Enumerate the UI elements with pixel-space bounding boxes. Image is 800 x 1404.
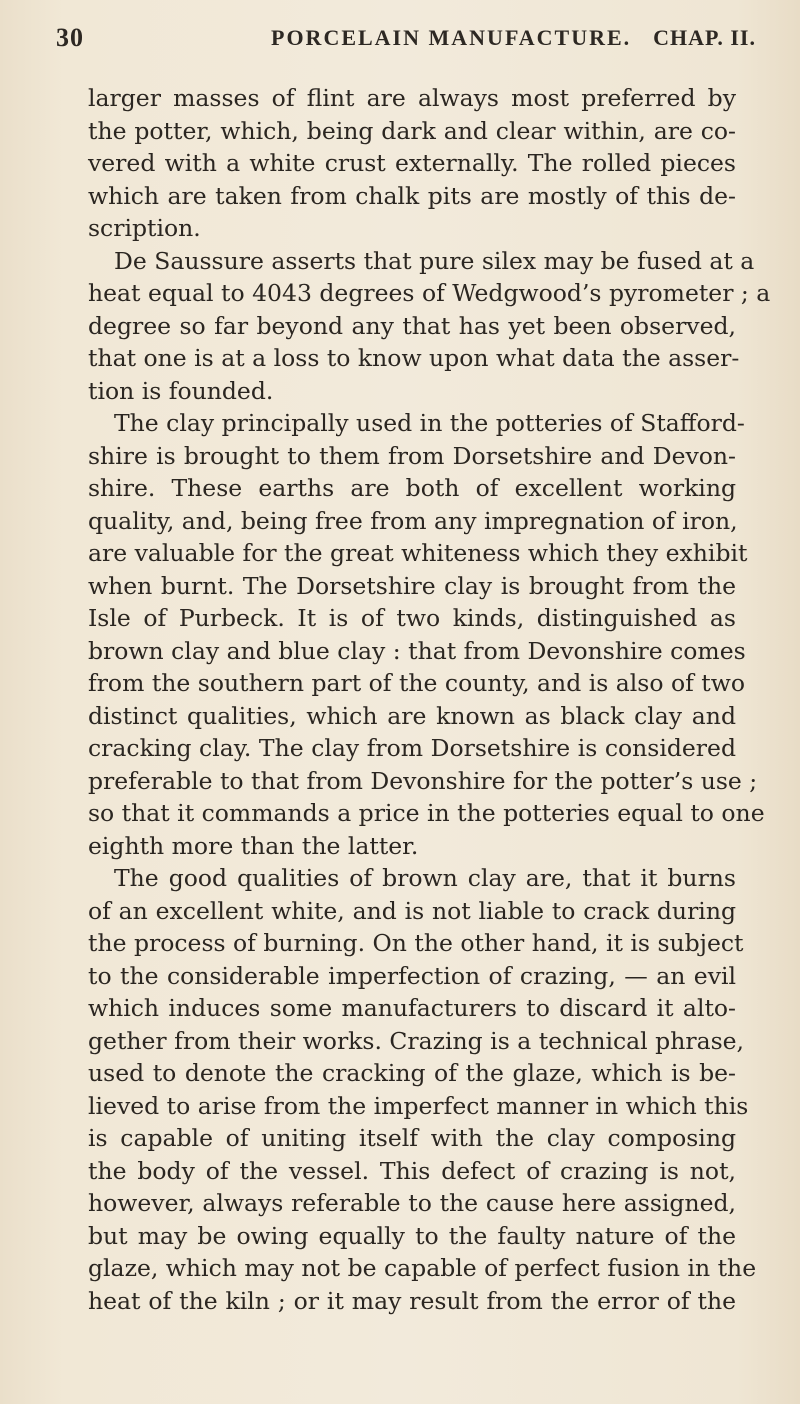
body-text — [88, 82, 771, 1317]
text-line: De Saussure asserts that pure silex may be fused at a — [114, 246, 755, 275]
text-line: the potter, which, being dark and clear within, are co- — [88, 116, 736, 145]
running-title: PORCELAIN MANUFACTURE. — [271, 25, 632, 50]
text-line: quality, and, being free from any impregnation of iron, — [88, 506, 738, 535]
text-line: so that it commands a price in the potteries equal to one — [88, 799, 765, 827]
text-line: The clay principally used in the potteries of Stafford- — [114, 409, 745, 437]
text-line: to the considerable imperfection of crazing, — an evil — [88, 961, 736, 990]
text-line: however, always referable to the cause here assigned, — [88, 1189, 736, 1217]
text-line: when burnt. The Dorsetshire clay is brought from the — [88, 571, 736, 600]
text-line: distinct qualities, which are known as black clay and — [88, 701, 736, 730]
text-line: lieved to arise from the imperfect manner in which this — [88, 1091, 749, 1120]
text-line: shire is brought to them from Dorsetshire and Devon- — [88, 441, 736, 470]
text-line: the process of burning. On the other hand, it is subject — [88, 929, 744, 957]
text-line: eighth more than the latter. — [88, 831, 419, 860]
text-line: but may be owing equally to the faulty nature of the — [88, 1221, 736, 1250]
text-line: the body of the vessel. This defect of crazing is not, — [88, 1156, 736, 1185]
running-header — [56, 20, 756, 56]
text-line: The good qualities of brown clay are, that it burns — [114, 864, 736, 892]
text-line: shire. These earths are both of excellent working — [88, 474, 736, 502]
text-line: degree so far beyond any that has yet been observed, — [88, 311, 736, 340]
text-line: are valuable for the great whiteness which they exhibit — [88, 539, 748, 567]
text-line: larger masses of flint are always most preferred by — [88, 84, 736, 112]
text-line: scription. — [88, 214, 201, 242]
text-line: preferable to that from Devonshire for the potter’s use ; — [88, 766, 758, 795]
text-line: which induces some manufacturers to discard it alto- — [88, 994, 736, 1022]
text-line: gether from their works. Crazing is a technical phrase, — [88, 1026, 745, 1055]
text-line: heat equal to 4043 degrees of Wedgwood’s pyrometer ; a — [88, 279, 771, 307]
text-line: of an excellent white, and is not liable to crack during — [88, 896, 736, 925]
text-line: vered with a white crust externally. The rolled pieces — [88, 149, 736, 177]
text-line: Isle of Purbeck. It is of two kinds, distinguished as — [88, 604, 736, 632]
text-line: brown clay and blue clay : that from Devonshire comes — [88, 636, 746, 665]
text-line: cracking clay. The clay from Dorsetshire is considered — [88, 734, 736, 762]
text-line: tion is founded. — [88, 376, 274, 405]
text-line: heat of the kiln ; or it may result from the error of the — [88, 1286, 736, 1315]
text-line: that one is at a loss to know upon what data the asser- — [88, 344, 740, 372]
text-line: from the southern part of the county, and is also of two — [88, 669, 745, 697]
chapter-reference: CHAP. II. — [653, 25, 756, 50]
text-line: used to denote the cracking of the glaze, which is be- — [88, 1059, 736, 1087]
page-number: 30 — [56, 23, 84, 52]
text-line: is capable of uniting itself with the clay composing — [88, 1124, 736, 1152]
text-line: which are taken from chalk pits are mostly of this de- — [88, 181, 736, 210]
text-line: glaze, which may not be capable of perfect fusion in the — [88, 1254, 757, 1282]
